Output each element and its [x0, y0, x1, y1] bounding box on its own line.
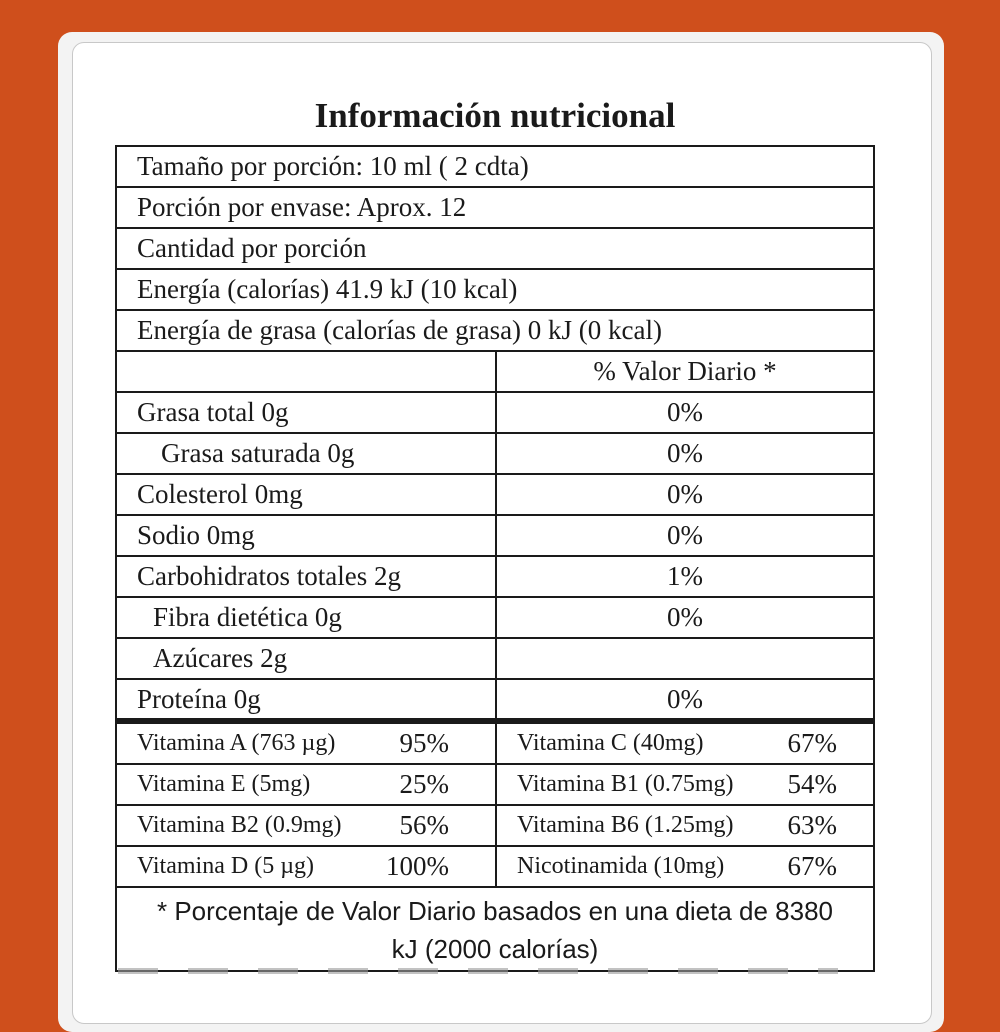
vitamin-left-cell	[117, 765, 497, 804]
vitamin-right-cell	[497, 806, 873, 845]
label-title: Información nutricional	[314, 96, 676, 135]
vitamin-row	[117, 806, 873, 847]
vitamin-right-cell	[497, 724, 873, 763]
nutrient-name: Grasa saturada 0g	[117, 434, 497, 473]
nutrient-name: Carbohidratos totales 2g	[117, 557, 497, 596]
vitamin-pct: 67%	[787, 728, 837, 758]
nutrient-name: Colesterol 0mg	[117, 475, 497, 514]
vitamin-name: Vitamina B2 (0.9mg)	[137, 812, 342, 838]
vitamin-name: Vitamina A (763 µg)	[137, 730, 336, 756]
footnote-line-2: kJ (2000 calorías)	[391, 934, 599, 964]
nutrient-row	[117, 557, 873, 598]
vitamin-pct: 100%	[386, 851, 449, 881]
vitamin-left-cell	[117, 847, 497, 886]
vitamin-pct: 54%	[787, 769, 837, 799]
nutrient-dv: 0%	[667, 397, 703, 427]
nutrition-table	[115, 145, 875, 972]
nutrient-name: Grasa total 0g	[117, 393, 497, 432]
header-empty-cell	[117, 352, 497, 391]
vitamin-row	[117, 847, 873, 888]
serving-size-row: Tamaño por porción: 10 ml ( 2 cdta)	[117, 147, 873, 188]
nutrient-row	[117, 434, 873, 475]
vitamin-right-cell	[497, 765, 873, 804]
amount-per-serving-row: Cantidad por porción	[117, 229, 873, 270]
nutrient-row	[117, 639, 873, 680]
vitamin-name: Nicotinamida (10mg)	[517, 853, 725, 879]
nutrient-row	[117, 516, 873, 557]
nutrient-dv: 0%	[667, 479, 703, 509]
fat-energy-row: Energía de grasa (calorías de grasa) 0 kJ (0 kcal)	[117, 311, 873, 352]
nutrient-dv: 1%	[667, 561, 703, 591]
cropped-text-remnant	[118, 968, 838, 974]
vitamin-name: Vitamina B6 (1.25mg)	[517, 812, 734, 838]
nutrient-row	[117, 598, 873, 639]
nutrient-dv: 0%	[667, 683, 703, 714]
vitamin-row	[117, 765, 873, 806]
nutrient-dv: 0%	[667, 602, 703, 632]
nutrient-dv: 0%	[667, 438, 703, 468]
vitamin-pct: 95%	[399, 728, 449, 758]
footnote-line-1: * Porcentaje de Valor Diario basados en una dieta de 8380	[157, 896, 833, 926]
energy-row: Energía (calorías) 41.9 kJ (10 kcal)	[117, 270, 873, 311]
nutrient-dv: 0%	[667, 520, 703, 550]
vitamin-name: Vitamina B1 (0.75mg)	[517, 771, 734, 797]
nutrient-row	[117, 475, 873, 516]
daily-value-header-row	[117, 352, 873, 393]
nutrient-row	[117, 393, 873, 434]
nutrient-name: Sodio 0mg	[117, 516, 497, 555]
vitamin-pct: 67%	[787, 851, 837, 881]
vitamin-pct: 56%	[399, 810, 449, 840]
vitamin-right-cell	[497, 847, 873, 886]
vitamin-name: Vitamina D (5 µg)	[137, 853, 315, 879]
vitamin-name: Vitamina E (5mg)	[137, 771, 311, 797]
servings-per-container-row: Porción por envase: Aprox. 12	[117, 188, 873, 229]
daily-value-footnote	[117, 888, 873, 972]
vitamin-name: Vitamina C (40mg)	[517, 730, 704, 756]
nutrient-row	[117, 680, 873, 724]
nutrient-name: Fibra dietética 0g	[117, 598, 497, 637]
vitamin-row	[117, 724, 873, 765]
vitamin-left-cell	[117, 806, 497, 845]
vitamin-left-cell	[117, 724, 497, 763]
daily-value-header: % Valor Diario *	[593, 356, 777, 386]
nutrient-name: Proteína 0g	[117, 680, 497, 718]
nutrient-dv	[497, 639, 873, 678]
vitamin-pct: 25%	[399, 769, 449, 799]
vitamin-pct: 63%	[787, 810, 837, 840]
nutrient-name: Azúcares 2g	[117, 639, 497, 678]
